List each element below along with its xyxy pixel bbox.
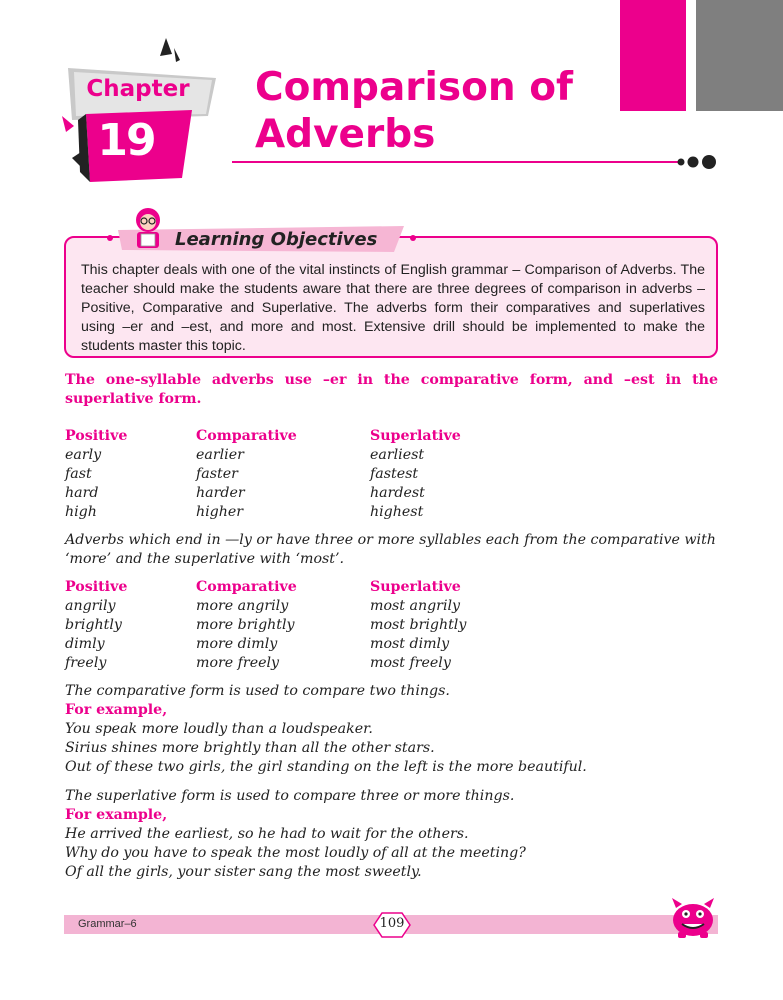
page-title [255,64,573,158]
page-number: 109 [379,916,405,931]
cell-superlative: most brightly [370,617,467,633]
example-sentence: Sirius shines more brightly than all the other stars. [65,740,435,756]
cell-comparative: faster [196,466,238,482]
table-row [65,597,525,616]
title-line-1: Comparison of [255,65,573,110]
title-line-2: Adverbs [255,112,436,157]
cell-superlative: most dimly [370,636,450,652]
cell-positive: angrily [65,598,116,614]
header-positive: Positive [65,579,128,595]
learning-objectives-text: This chapter deals with one of the vital instincts of English grammar – Comparison of Adverbs. The teacher should make the students aware that there are three degrees of comparison in adverbs – Positive, Comparative and Superlative. The adverbs form their comparatives and superlatives using –er and –est, and more and most. Extensive drill should be implemented to make the students master this topic. [81,262,705,354]
banner-dot-left [107,235,113,241]
table-header [65,427,525,446]
table-row [65,503,525,522]
comparative-intro: The comparative form is used to compare two things. [65,683,450,699]
student-icon [129,206,167,252]
table-row [65,484,525,503]
example-sentence: Out of these two girls, the girl standing on the left is the more beautiful. [65,759,587,775]
comparison-table-2 [65,578,525,673]
cell-comparative: harder [196,485,245,501]
header-comparative: Comparative [196,428,297,444]
header-positive: Positive [65,428,128,444]
footer-book-name: Grammar–6 [78,918,137,930]
comparative-section [65,682,720,777]
table-row [65,446,525,465]
cell-comparative: higher [196,504,244,520]
cell-comparative: more dimly [196,636,278,652]
cell-positive: hard [65,485,99,501]
cell-comparative: more angrily [196,598,289,614]
corner-pink-block [620,0,686,111]
table-row [65,635,525,654]
cell-comparative: earlier [196,447,244,463]
cell-superlative: most freely [370,655,451,671]
table-row [65,616,525,635]
learning-objectives-label: Learning Objectives [175,229,378,250]
example-sentence: Why do you have to speak the most loudly of all at the meeting? [65,845,526,861]
cell-positive: dimly [65,636,105,652]
corner-gray-block [696,0,783,111]
cell-superlative: most angrily [370,598,461,614]
header-superlative: Superlative [370,428,461,444]
cell-positive: fast [65,466,92,482]
cell-comparative: more brightly [196,617,295,633]
cell-positive: brightly [65,617,122,633]
table-row [65,465,525,484]
cell-positive: early [65,447,102,463]
superlative-section [65,787,720,882]
header-comparative: Comparative [196,579,297,595]
header-superlative: Superlative [370,579,461,595]
cell-positive: high [65,504,97,520]
cell-superlative: earliest [370,447,425,463]
intro-rule: The one-syllable adverbs use –er in the comparative form, and –est in the superlative form. [65,372,718,407]
cell-superlative: highest [370,504,424,520]
title-dots [677,154,719,170]
title-underline [232,161,680,163]
comparison-table-1 [65,427,525,522]
monster-mascot-icon [664,896,722,940]
cell-superlative: hardest [370,485,425,501]
example-sentence: Of all the girls, your sister sang the most sweetly. [65,864,422,880]
superlative-example-label: For example, [65,807,168,823]
rule-2: Adverbs which end in —ly or have three or more syllables each from the comparative with ‘more’ and the superlative with ‘most’. [65,532,716,567]
banner-dot-right [410,235,416,241]
table-header [65,578,525,597]
chapter-label: Chapter [86,76,190,102]
chapter-number: 19 [97,115,155,166]
superlative-intro: The superlative form is used to compare three or more things. [65,788,515,804]
cell-positive: freely [65,655,107,671]
cell-comparative: more freely [196,655,280,671]
table-row [65,654,525,673]
example-sentence: He arrived the earliest, so he had to wait for the others. [65,826,469,842]
example-sentence: You speak more loudly than a loudspeaker. [65,721,373,737]
cell-superlative: fastest [370,466,419,482]
comparative-example-label: For example, [65,702,168,718]
